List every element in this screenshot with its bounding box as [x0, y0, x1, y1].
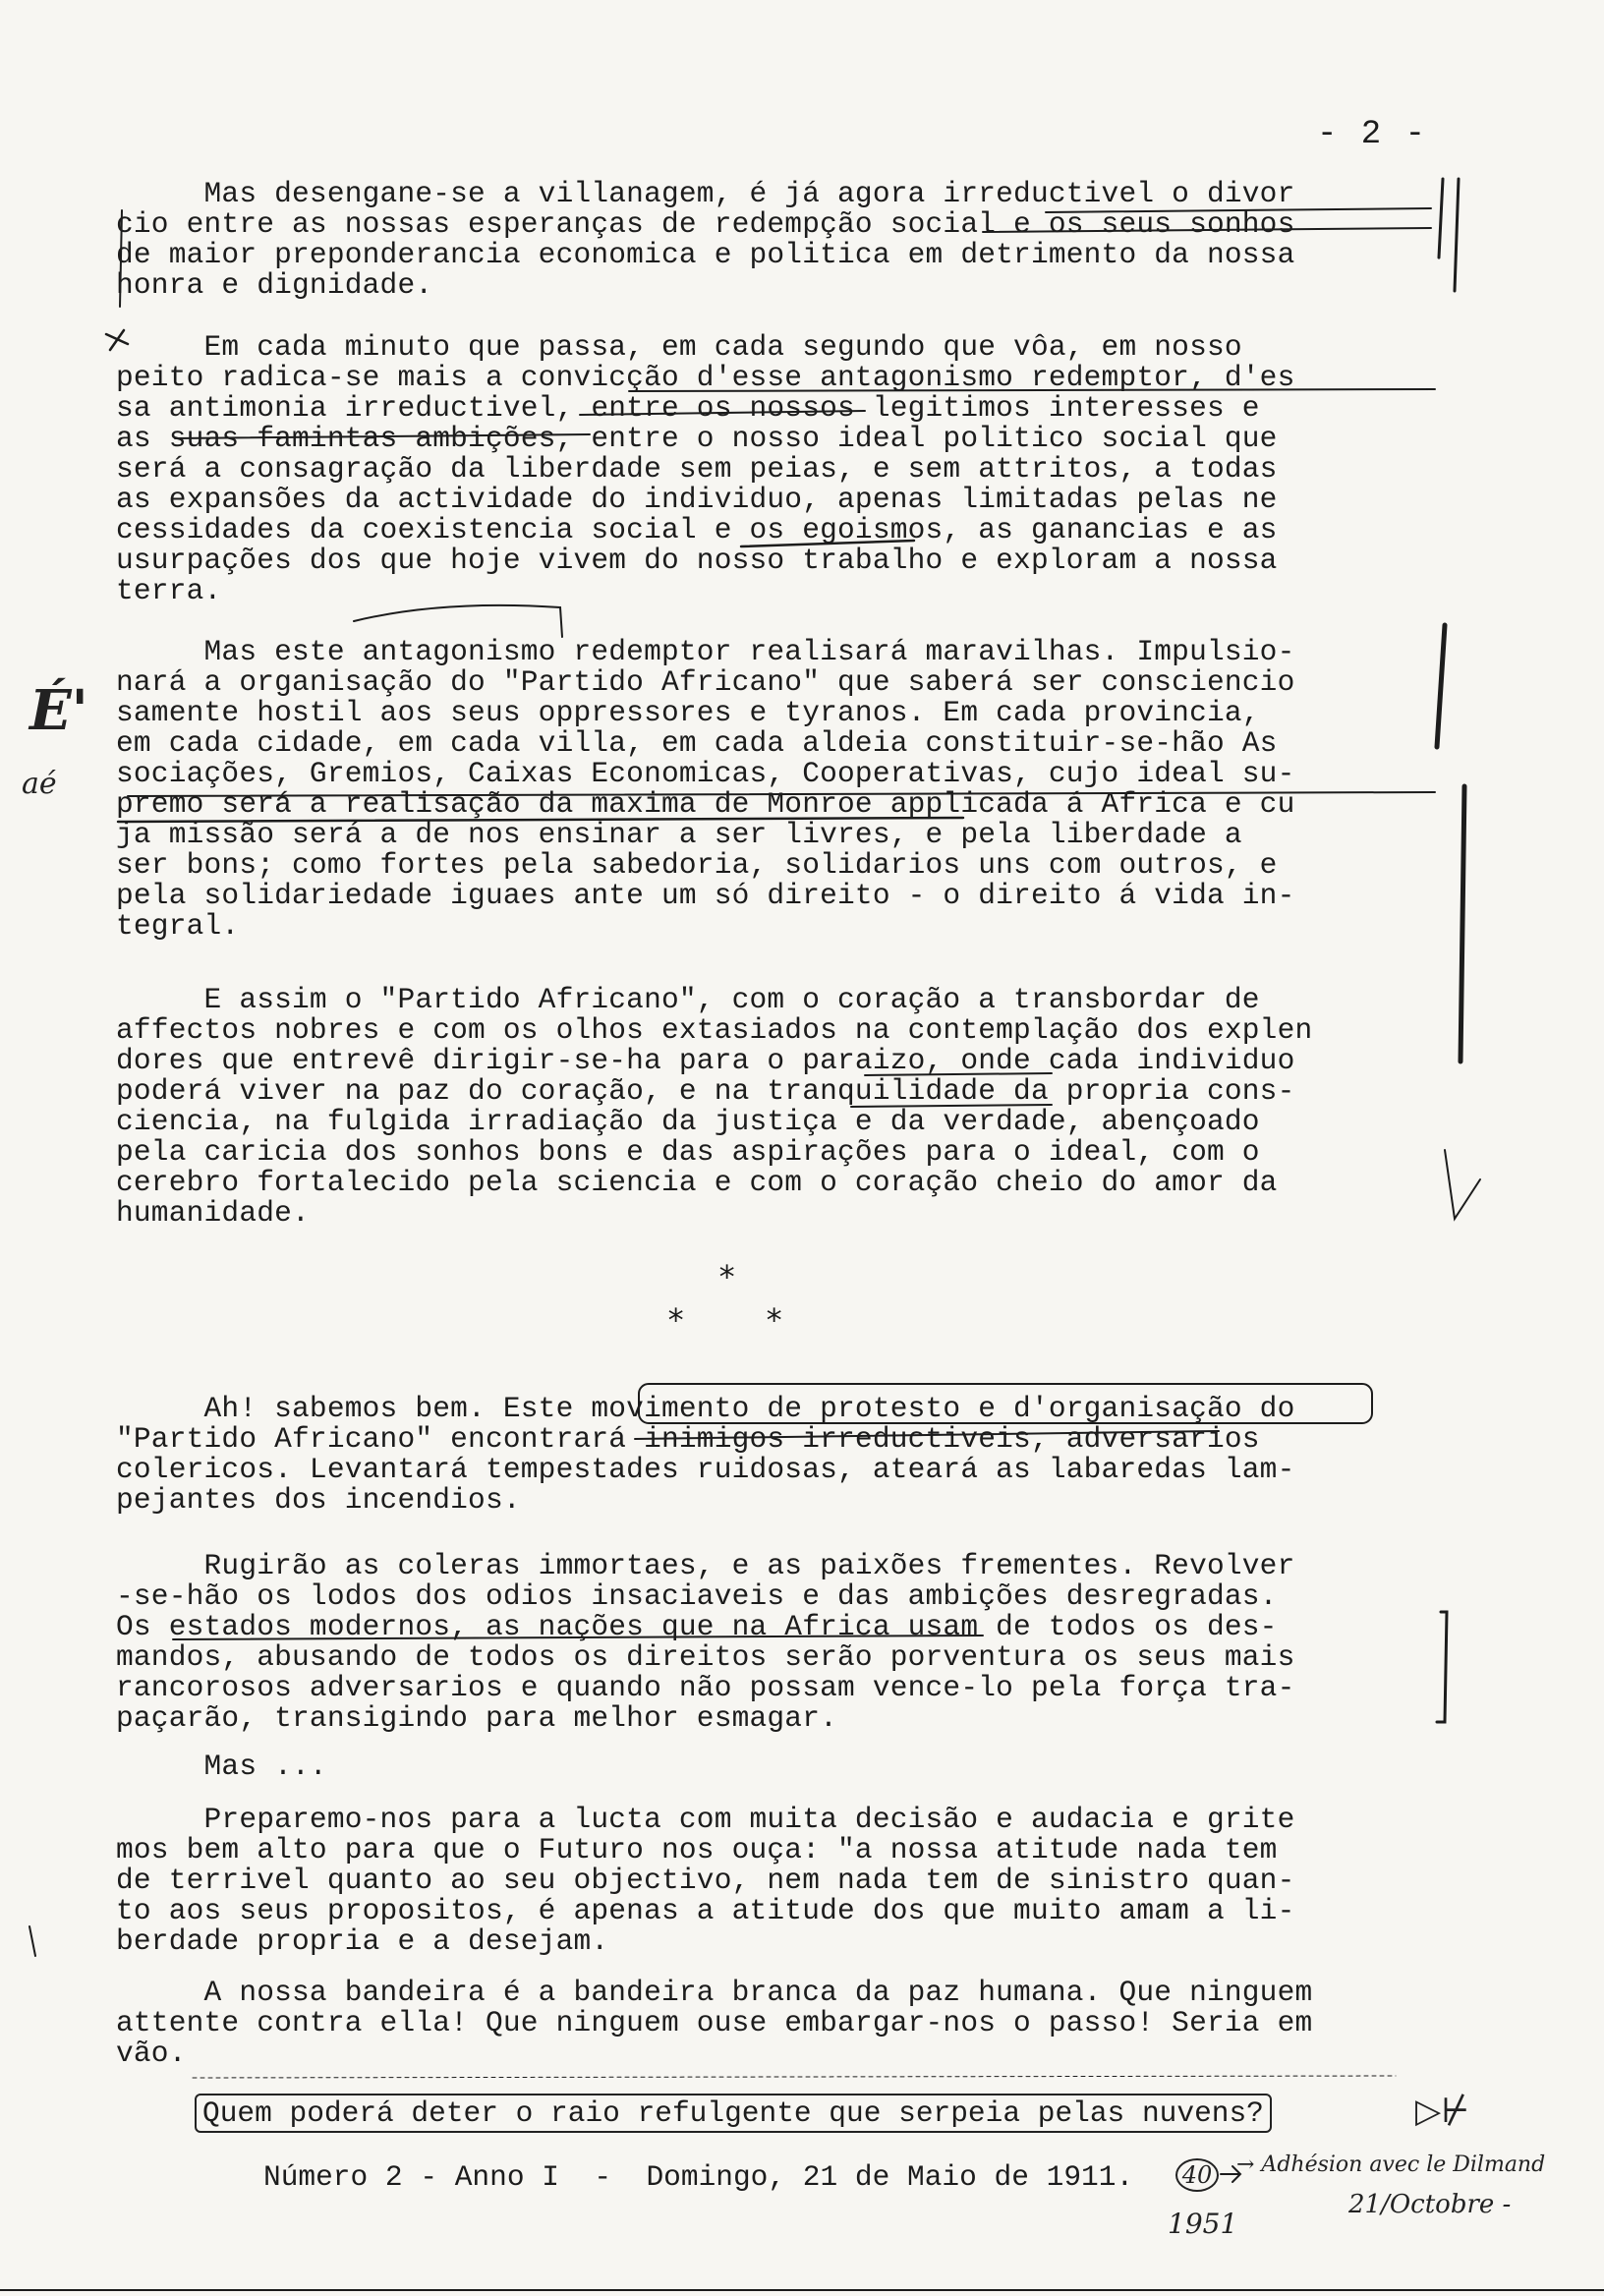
paragraph-text: Preparemo-nos para a lucta com muita decisão e audacia e grite mos bem alto para que o Futuro nos ouça: "a nossa atitude nada tem de terrivel quanto ao seu objectivo, nem nada tem de sinistro quan- to aos seus propositos, é apenas a atitude dos que muito amam a li- berdade propria e a desejam. — [116, 1803, 1295, 1958]
page-number: - 2 - — [1317, 116, 1428, 153]
paragraph-9 — [116, 1978, 1433, 2069]
paragraph-7 — [116, 1751, 1433, 1782]
paragraph-3 — [116, 637, 1433, 942]
paragraph-text: A nossa bandeira é a bandeira branca da paz humana. Que ninguem attente contra ella! Que ninguem ouse embargar-nos o passo! Seria em vão. — [116, 1976, 1313, 2070]
star-mark: * — [765, 1301, 784, 1339]
boxed-question-text: Quem poderá deter o raio refulgente que serpeia pelas nuvens? — [195, 2094, 1272, 2133]
paragraph-text: Rugirão as coleras immortaes, e as paixões frementes. Revolver -se-hão os lodos dos odios insaciaveis e das ambições desregradas. Os estados modernos, as nações que na Africa usam de todos os des- mandos, abusando de todos os direitos serão porventura os seus mais rancorosos adversarios e quando não possam vence-lo pela força tra- paçarão, transigindo para melhor esmagar. — [116, 1549, 1295, 1735]
star-mark: * — [666, 1301, 686, 1339]
check-mark — [1445, 1150, 1480, 1219]
handwritten-year-note: 1951 — [1168, 2208, 1238, 2240]
paragraph-1 — [116, 179, 1433, 301]
pencil-tick — [29, 1926, 35, 1956]
handwritten-date-note: 21/Octobre - — [1348, 2190, 1512, 2219]
issue-footer: Número 2 - Anno I - Domingo, 21 de Maio de 1911. — [263, 2160, 1134, 2194]
handwritten-margin-note: É' — [29, 678, 88, 743]
final-question — [195, 2094, 1272, 2133]
handwritten-circled-number: 40 — [1175, 2158, 1219, 2192]
paragraph-text: E assim o "Partido Africano", com o coração a transbordar de affectos nobres e com os olhos extasiados na contemplação dos explen dores que entrevê dirigir-se-ha para o paraizo, onde cada individuo poderá viver na paz do coração, e na tranquilidade da propria cons- ciencia, na fulgida irradiação da justiça e da verdade, abençoado pela caricia dos sonhos bons e das aspirações para o ideal, com o cerebro fortalecido pela sciencia e com o coração cheio do amor da humanidade. — [116, 983, 1313, 1230]
dotted-rule — [193, 2076, 1396, 2078]
bracket-mark — [354, 605, 562, 637]
margin-bar — [1437, 625, 1445, 747]
paragraph-5 — [116, 1394, 1433, 1516]
paragraph-2 — [116, 332, 1433, 606]
section-divider-stars — [0, 1258, 1604, 1347]
margin-bar — [1439, 179, 1443, 258]
margin-bar — [1461, 786, 1464, 1062]
paragraph-text: Mas desengane-se a villanagem, é já agora irreductivel o divor cio entre as nossas esperanças de redempção social e os seus sonhos de maior preponderancia economica e politica em detrimento da nossa honra e dignidade. — [116, 177, 1295, 302]
handwritten-margin-note: aé — [22, 767, 57, 801]
margin-bracket — [1437, 1612, 1447, 1722]
star-mark: * — [717, 1258, 737, 1295]
paragraph-text: Mas ... — [116, 1750, 327, 1783]
paragraph-text: Mas este antagonismo redemptor realisará maravilhas. Impulsio- nará a organisação do "Partido Africano" que saberá ser consciencio samente hostil aos seus oppressores e tyranos. Em cada provincia, em cada cidade, em cada villa, em cada aldeia constituir-se-hão As sociações, Gremios, Caixas Economicas, Cooperativas, cujo ideal su- premo será a realisação da maxima de Monroe applicada á Africa e cu ja missão será a de nos ensinar a ser livres, e pela liberdade a ser bons; como fortes pela sabedoria, solidarios uns com outros, e pela solidariedade iguaes ante um só direito - o direito á vida in- tegral. — [116, 635, 1295, 943]
paragraph-6 — [116, 1551, 1433, 1734]
paragraph-8 — [116, 1805, 1433, 1957]
paragraph-text: Ah! sabemos bem. Este movimento de protesto e d'organisação do "Partido Africano" encontrará inimigos irreductiveis, adversarios colericos. Levantará tempestades ruidosas, ateará as labaredas lam- pejantes dos incendios. — [116, 1392, 1295, 1517]
handwritten-end-mark: ▷⊬ — [1415, 2092, 1470, 2131]
margin-bar — [1455, 179, 1459, 291]
paragraph-text: Em cada minuto que passa, em cada segundo que vôa, em nosso peito radica-se mais a convicção d'esse antagonismo redemptor, d'es sa antimonia irreductivel, entre os nossos legitimos interesses e as suas famintas ambições, entre o nosso ideal politico social que será a consagração da liberdade sem peias, e sem attritos, a todas as expansões da actividade do individuo, apenas limitadas pelas ne cessidades da coexistencia social e os egoismos, as ganancias e as usurpações dos que hoje vivem do nosso trabalho e exploram a nossa terra. — [116, 330, 1295, 607]
handwritten-arrow-note: → Adhésion avec le Dilmand — [1236, 2152, 1546, 2177]
paragraph-4 — [116, 985, 1433, 1229]
